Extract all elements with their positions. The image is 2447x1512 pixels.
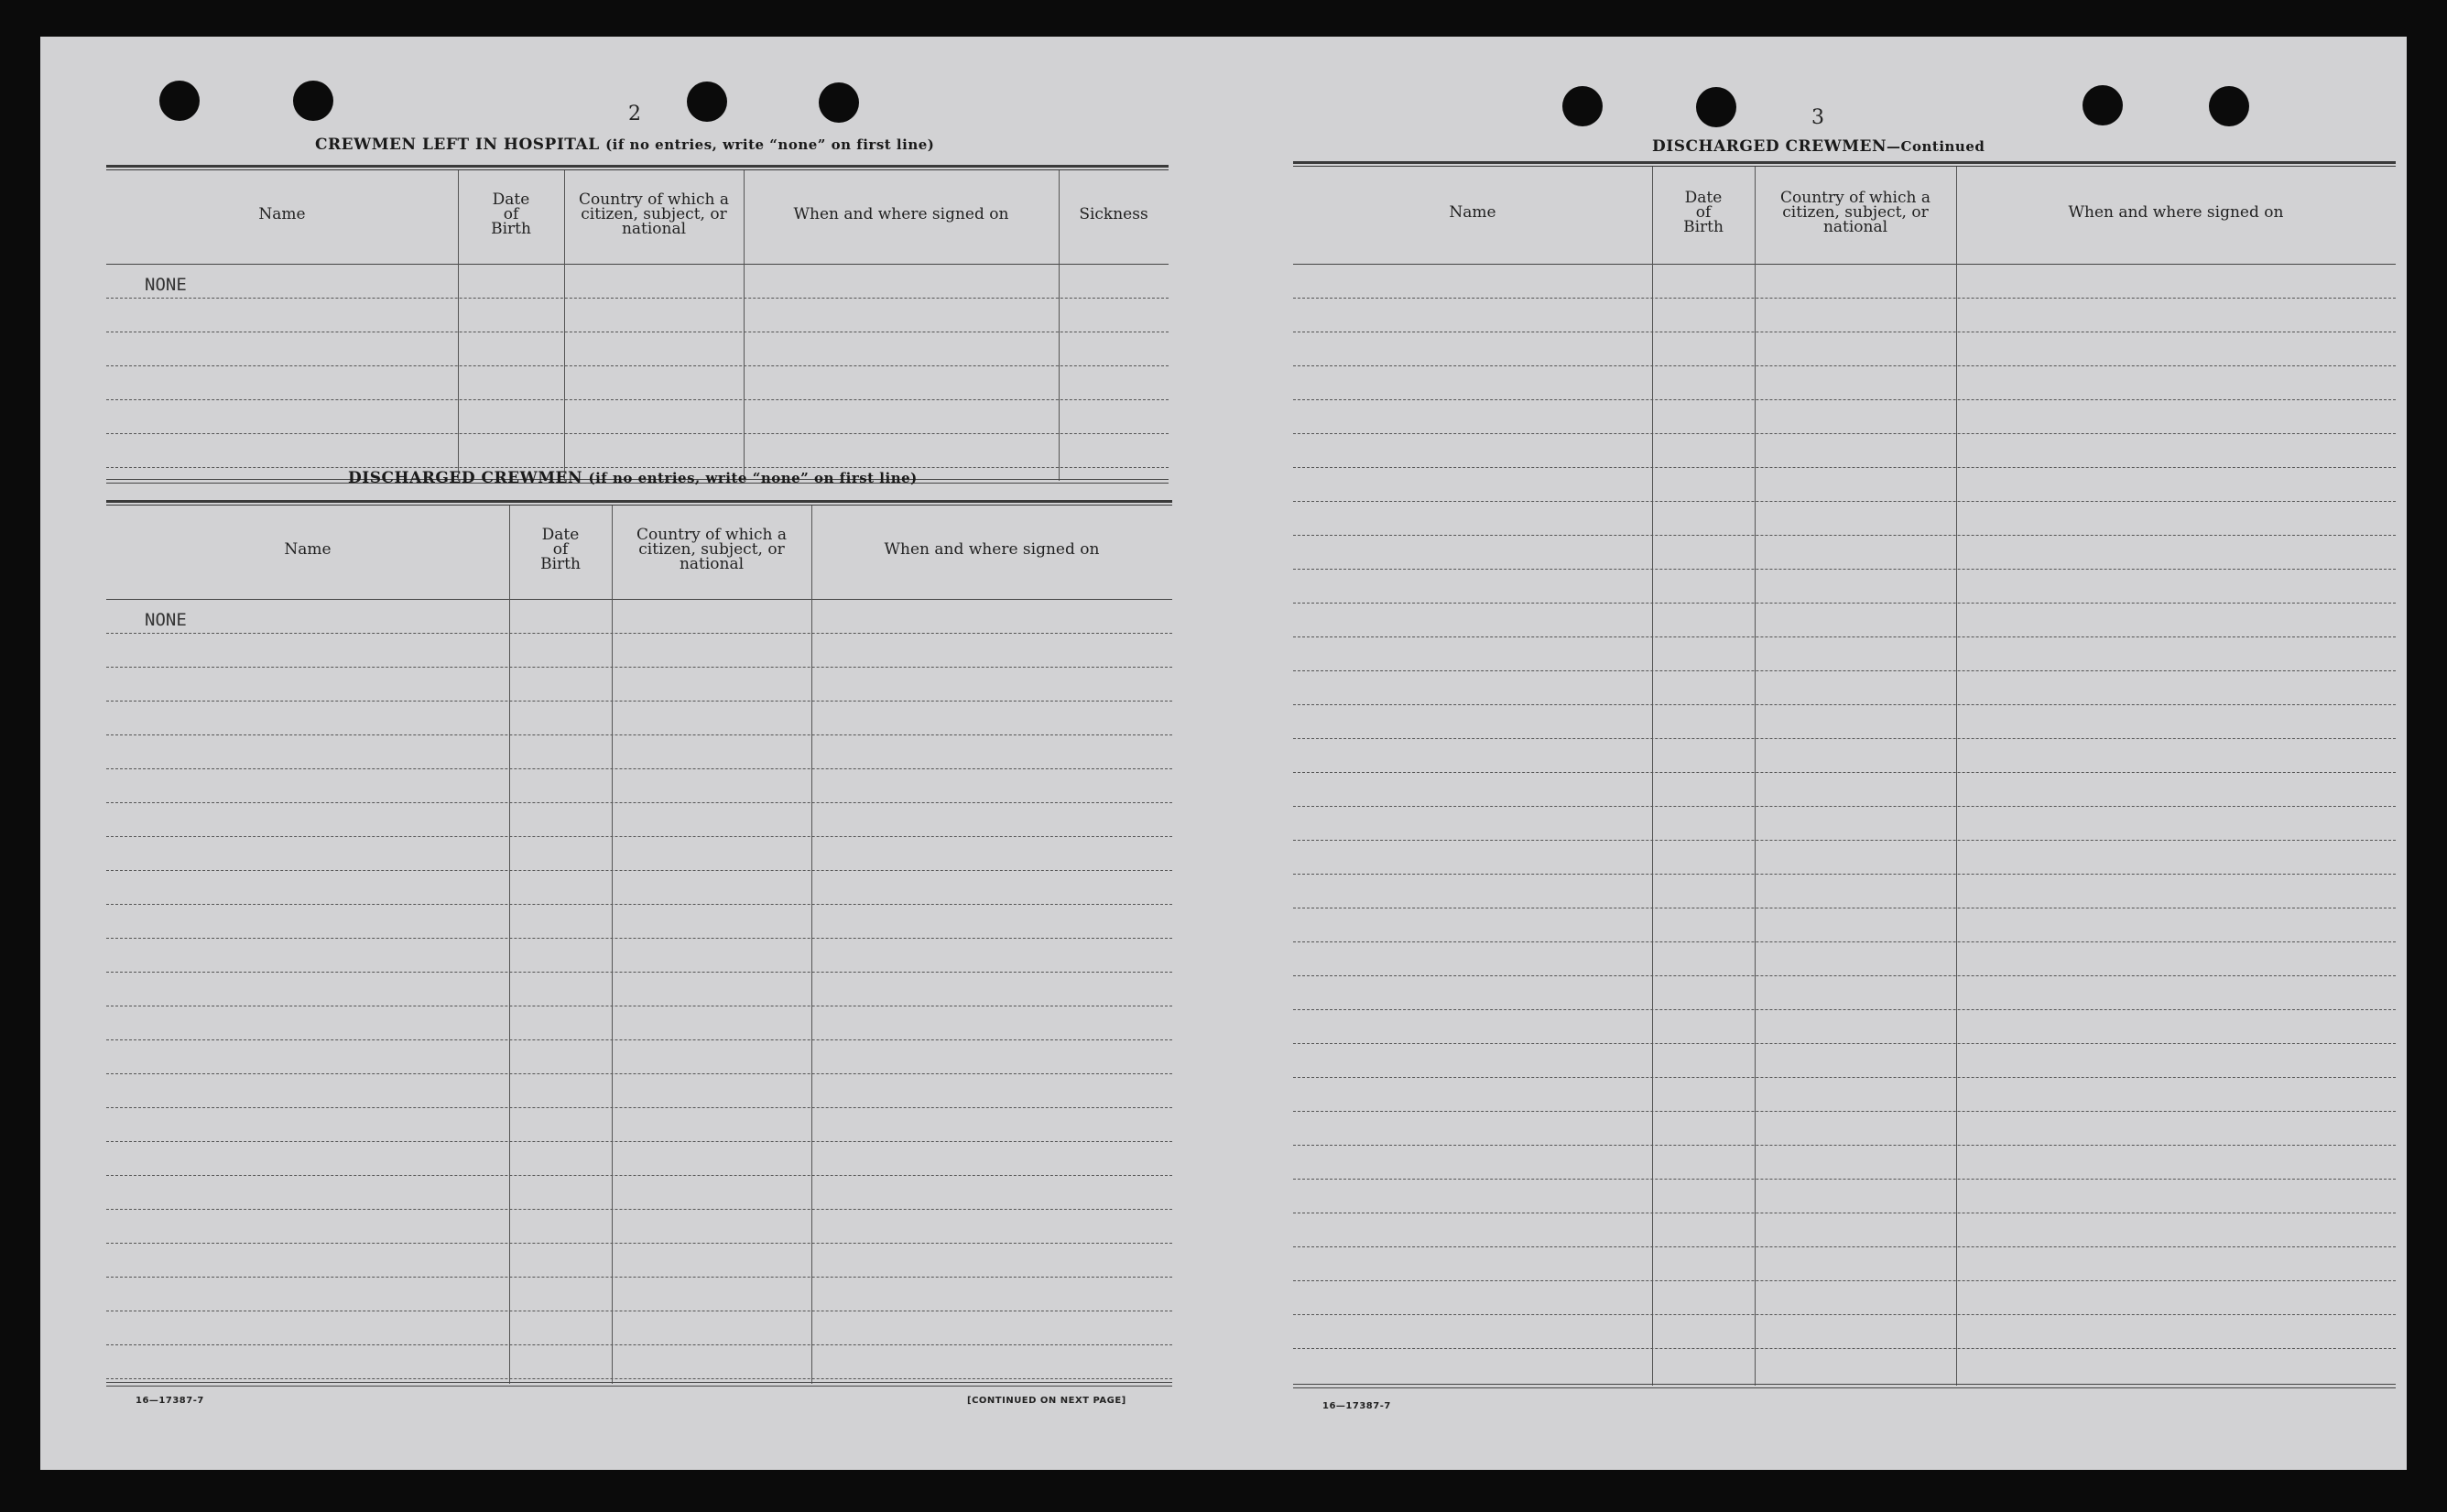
continued-suffix: —Continued — [1887, 138, 1985, 155]
punch-hole — [819, 82, 859, 123]
row-rule — [1293, 569, 2396, 570]
row-rule — [106, 1209, 1172, 1210]
page-number: 2 — [628, 103, 641, 125]
bottom-rule — [1293, 1387, 2396, 1388]
punch-hole — [2209, 86, 2249, 126]
column-header-label: Name — [1449, 203, 1496, 222]
row-rule — [1293, 1280, 2396, 1281]
column-header-label: Country of which a citizen, subject, or national — [636, 526, 787, 573]
column-header-label: When and where signed on — [2068, 203, 2284, 222]
discharged-continued-table — [1293, 161, 2396, 1386]
row-rule — [1293, 1111, 2396, 1112]
row-rule — [1293, 298, 2396, 299]
row-rule — [106, 1039, 1172, 1040]
row-rule — [1293, 840, 2396, 841]
column-header-label: Date of Birth — [1683, 189, 1724, 236]
column-header — [1755, 161, 1956, 264]
row-rule — [106, 1073, 1172, 1074]
row-rule — [106, 467, 1169, 468]
column-header-label: Country of which a citizen, subject, or national — [1780, 189, 1930, 236]
column-rule — [564, 170, 565, 481]
page-number: 3 — [1811, 106, 1824, 129]
row-rule — [1293, 1246, 2396, 1247]
row-rule — [1293, 365, 2396, 366]
bottom-rule — [106, 1386, 1172, 1387]
row-rule — [106, 904, 1172, 905]
form-number: 16—17387-7 — [1322, 1401, 1391, 1411]
row-rule — [1293, 1314, 2396, 1315]
row-rule — [1293, 772, 2396, 773]
discharged-title: DISCHARGED CREWMEN — [348, 469, 583, 487]
punch-hole — [687, 82, 727, 122]
discharged-section-title — [348, 469, 918, 487]
row-rule — [106, 1175, 1172, 1176]
column-rule — [744, 170, 745, 481]
column-rule — [1956, 167, 1957, 1386]
row-rule — [1293, 1348, 2396, 1349]
punch-hole — [293, 81, 333, 121]
header-rule — [106, 599, 1172, 600]
bottom-rule — [1293, 1384, 2396, 1385]
row-rule — [106, 701, 1172, 702]
column-rule — [509, 506, 510, 1384]
discharged-table — [106, 500, 1172, 1384]
column-header-label: Date of Birth — [540, 526, 581, 573]
column-header — [458, 165, 564, 264]
column-header-label: Name — [284, 540, 332, 559]
row-rule — [1293, 467, 2396, 468]
column-header — [1059, 165, 1169, 264]
column-header — [1652, 161, 1755, 264]
column-rule — [612, 506, 613, 1384]
header-rule — [106, 264, 1169, 265]
row-rule — [1293, 806, 2396, 807]
row-rule — [1293, 1179, 2396, 1180]
column-header-label: Name — [258, 205, 306, 223]
column-header — [1293, 161, 1652, 264]
row-rule — [1293, 874, 2396, 875]
column-rule — [1652, 167, 1653, 1386]
form-number: 16—17387-7 — [136, 1396, 204, 1406]
column-header-label: Date of Birth — [491, 190, 531, 238]
row-rule — [106, 870, 1172, 871]
row-rule — [106, 938, 1172, 939]
row-rule — [106, 972, 1172, 973]
row-rule — [1293, 704, 2396, 705]
column-header — [1956, 161, 2396, 264]
column-header — [811, 500, 1172, 599]
row-rule — [106, 1378, 1172, 1379]
row-rule — [106, 1344, 1172, 1345]
hospital-section-title — [315, 136, 934, 154]
column-header — [106, 500, 509, 599]
continued-section-title — [1652, 137, 1985, 156]
hospital-table — [106, 165, 1169, 481]
row-rule — [1293, 1077, 2396, 1078]
column-header-label: Country of which a citizen, subject, or national — [579, 190, 729, 238]
column-header — [509, 500, 612, 599]
column-header — [564, 165, 744, 264]
punch-hole — [1562, 86, 1603, 126]
row-rule — [1293, 501, 2396, 502]
row-rule — [1293, 738, 2396, 739]
hospital-subtitle: (if no entries, write “none” on first line) — [605, 136, 935, 153]
bottom-rule — [106, 1382, 1172, 1383]
column-rule — [811, 506, 812, 1384]
discharged-subtitle: (if no entries, write “none” on first line) — [588, 470, 918, 486]
row-rule — [1293, 1009, 2396, 1010]
row-rule — [106, 1243, 1172, 1244]
row-rule — [1293, 941, 2396, 942]
row-rule — [106, 768, 1172, 769]
continued-title: DISCHARGED CREWMEN — [1652, 137, 1887, 156]
row-rule — [106, 734, 1172, 735]
row-rule — [1293, 399, 2396, 400]
header-rule — [1293, 264, 2396, 265]
row-rule — [1293, 535, 2396, 536]
name-entry: NONE — [145, 275, 187, 295]
row-rule — [1293, 603, 2396, 604]
column-header — [744, 165, 1059, 264]
column-rule — [1059, 170, 1060, 481]
row-rule — [106, 667, 1172, 668]
document-sheet — [40, 37, 2407, 1470]
row-rule — [106, 399, 1169, 400]
row-rule — [1293, 1145, 2396, 1146]
hospital-title: CREWMEN LEFT IN HOSPITAL — [315, 136, 600, 154]
row-rule — [106, 298, 1169, 299]
column-rule — [1755, 167, 1756, 1386]
row-rule — [106, 1277, 1172, 1278]
row-rule — [1293, 1043, 2396, 1044]
punch-hole — [1696, 87, 1736, 127]
row-rule — [106, 365, 1169, 366]
row-rule — [106, 633, 1172, 634]
column-header-label: When and where signed on — [793, 205, 1009, 223]
column-header — [612, 500, 811, 599]
name-entry: NONE — [145, 610, 187, 630]
column-header — [106, 165, 458, 264]
row-rule — [106, 836, 1172, 837]
row-rule — [106, 433, 1169, 434]
continued-note: [CONTINUED ON NEXT PAGE] — [967, 1396, 1126, 1406]
row-rule — [106, 802, 1172, 803]
punch-hole — [2083, 85, 2123, 125]
column-header-label: Sickness — [1079, 205, 1148, 223]
row-rule — [1293, 975, 2396, 976]
punch-hole — [159, 81, 200, 121]
row-rule — [106, 1141, 1172, 1142]
row-rule — [1293, 670, 2396, 671]
row-rule — [1293, 433, 2396, 434]
column-header-label: When and where signed on — [884, 540, 1100, 559]
row-rule — [1293, 636, 2396, 637]
column-rule — [458, 170, 459, 481]
row-rule — [106, 1107, 1172, 1108]
